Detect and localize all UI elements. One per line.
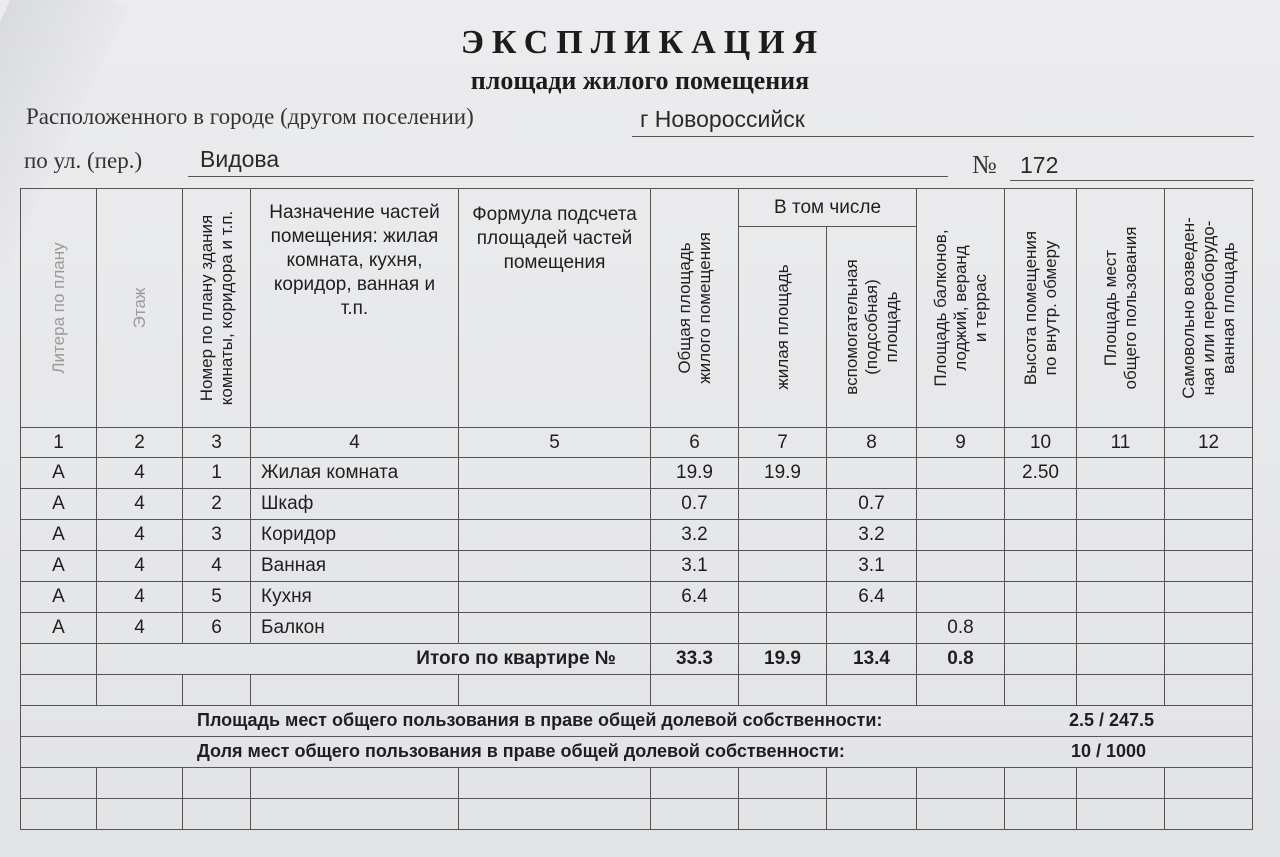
cell-balcony: 0.8	[917, 613, 1005, 644]
street-value: Видова	[200, 146, 280, 172]
total-living: 19.9	[739, 644, 827, 675]
cell-total: 0.7	[651, 489, 739, 520]
header-common-area-text	[1101, 227, 1141, 390]
cell-name: Кухня	[251, 582, 459, 613]
cell-height	[1005, 520, 1077, 551]
header-unauthorized-text	[1179, 217, 1239, 399]
cell-common	[1077, 582, 1165, 613]
cell-name: Балкон	[251, 613, 459, 644]
cell-formula	[459, 582, 651, 613]
explication-table	[20, 188, 1253, 830]
cell-balcony	[917, 582, 1005, 613]
header-room-number-text	[197, 211, 237, 406]
colnum-2: 2	[97, 428, 183, 458]
header-common-line1: Площадь мест	[1100, 249, 1120, 367]
table-row	[21, 489, 1253, 520]
header-balcony-line2: лоджий, веранд	[950, 245, 970, 371]
header-room-number-line1: Номер по плану здания	[196, 214, 216, 402]
header-common-line2: общего пользования	[1120, 226, 1140, 390]
cell-num: 1	[183, 458, 251, 489]
cell-living	[739, 489, 827, 520]
colnum-5: 5	[459, 428, 651, 458]
header-balcony-line3: и террас	[970, 273, 990, 343]
cell-num: 4	[183, 551, 251, 582]
blank-row	[21, 799, 1253, 830]
location-label: Расположенного в городе (другом поселении)	[26, 104, 474, 129]
total-balcony: 0.8	[917, 644, 1005, 675]
cell-formula	[459, 489, 651, 520]
colnum-7: 7	[739, 428, 827, 458]
header-unauthorized-area	[1165, 189, 1253, 428]
header-aux-line1: вспомогательная	[841, 259, 861, 395]
header-room-number-line2: комнаты, коридора и т.п.	[216, 210, 236, 406]
blank-row	[21, 675, 1253, 706]
colnum-1: 1	[21, 428, 97, 458]
cell-illegal	[1165, 489, 1253, 520]
total-label: Итого по квартире №	[97, 644, 651, 675]
cell-illegal	[1165, 520, 1253, 551]
common-share-row	[21, 737, 1253, 768]
header-total-area	[651, 189, 739, 428]
header-total-area-text	[675, 232, 715, 384]
cell-balcony	[917, 458, 1005, 489]
cell-name: Коридор	[251, 520, 459, 551]
document-subtitle: площади жилого помещения	[470, 66, 810, 95]
cell-total: 19.9	[651, 458, 739, 489]
document-title: ЭКСПЛИКАЦИЯ	[460, 24, 826, 61]
header-including: В том числе	[739, 189, 917, 227]
cell-illegal	[1165, 551, 1253, 582]
header-balcony-line1: Площадь балконов,	[930, 229, 950, 387]
header-living-area-text: жилая площадь	[772, 264, 792, 390]
total-row	[21, 644, 1253, 675]
cell-aux	[827, 613, 917, 644]
common-area-label: Площадь мест общего пользования в праве общей долевой собственности:	[197, 710, 883, 730]
location-value: г Новороссийск	[640, 106, 805, 132]
number-underline	[1010, 180, 1254, 181]
cell-living	[739, 520, 827, 551]
header-aux-area	[827, 227, 917, 428]
cell-floor: 4	[97, 520, 183, 551]
cell-formula	[459, 551, 651, 582]
header-height-line2: по внутр. обмеру	[1040, 240, 1060, 376]
colnum-12: 12	[1165, 428, 1253, 458]
cell-illegal	[1165, 458, 1253, 489]
header-aux-area-text	[842, 259, 902, 394]
header-formula: Формула подсчета площадей частей помещения	[459, 189, 651, 428]
header-row-top	[21, 189, 1253, 227]
cell-floor: 4	[97, 458, 183, 489]
common-share-label: Доля мест общего пользования в праве общей долевой собственности:	[197, 741, 845, 761]
header-litera-text: Литера по плану	[48, 242, 68, 374]
colnum-10: 10	[1005, 428, 1077, 458]
cell-name: Ванная	[251, 551, 459, 582]
blank-row	[21, 768, 1253, 799]
header-aux-line3: площадь	[881, 291, 901, 363]
table-row	[21, 582, 1253, 613]
header-room-number	[183, 189, 251, 428]
table-row	[21, 458, 1253, 489]
colnum-8: 8	[827, 428, 917, 458]
cell-floor: 4	[97, 613, 183, 644]
header-living-area	[739, 227, 827, 428]
cell-floor: 4	[97, 582, 183, 613]
cell-balcony	[917, 551, 1005, 582]
cell-aux	[827, 458, 917, 489]
cell-litera: А	[21, 489, 97, 520]
total-empty-1	[21, 644, 97, 675]
cell-aux: 6.4	[827, 582, 917, 613]
header-purpose: Назначение частей помещения: жилая комната, кухня, коридор, ванная и т.п.	[251, 189, 459, 428]
cell-litera: А	[21, 458, 97, 489]
cell-total: 3.1	[651, 551, 739, 582]
cell-floor: 4	[97, 489, 183, 520]
total-empty-10	[1005, 644, 1077, 675]
cell-name: Шкаф	[251, 489, 459, 520]
header-total-area-line2: жилого помещения	[694, 232, 714, 384]
table-row	[21, 520, 1253, 551]
cell-balcony	[917, 520, 1005, 551]
cell-common	[1077, 613, 1165, 644]
table-row	[21, 613, 1253, 644]
header-balcony-area-text	[931, 229, 991, 386]
cell-living	[739, 551, 827, 582]
cell-height	[1005, 613, 1077, 644]
cell-floor: 4	[97, 551, 183, 582]
header-height	[1005, 189, 1077, 428]
cell-height: 2.50	[1005, 458, 1077, 489]
common-share-value: 10 / 1000	[1071, 741, 1147, 761]
header-floor	[97, 189, 183, 428]
cell-common	[1077, 458, 1165, 489]
cell-litera: А	[21, 551, 97, 582]
cell-living	[739, 582, 827, 613]
cell-common	[1077, 520, 1165, 551]
cell-total	[651, 613, 739, 644]
colnum-6: 6	[651, 428, 739, 458]
total-area: 33.3	[651, 644, 739, 675]
header-litera	[21, 189, 97, 428]
cell-balcony	[917, 489, 1005, 520]
header-unauth-line1: Самовольно возведен-	[1178, 217, 1198, 399]
number-label: №	[972, 150, 997, 179]
header-floor-text: Этаж	[129, 287, 149, 329]
colnum-9: 9	[917, 428, 1005, 458]
street-underline	[188, 176, 948, 177]
cell-total: 3.2	[651, 520, 739, 551]
cell-height	[1005, 551, 1077, 582]
cell-litera: А	[21, 520, 97, 551]
cell-litera: А	[21, 582, 97, 613]
header-height-text	[1021, 231, 1061, 385]
cell-formula	[459, 458, 651, 489]
street-label: по ул. (пер.)	[24, 148, 143, 173]
table-row	[21, 551, 1253, 582]
location-underline	[632, 136, 1254, 137]
colnum-11: 11	[1077, 428, 1165, 458]
common-area-value: 2.5 / 247.5	[1069, 710, 1155, 730]
total-empty-11	[1077, 644, 1165, 675]
header-unauth-line2: ная или переоборудо-	[1198, 220, 1218, 396]
cell-aux: 3.1	[827, 551, 917, 582]
header-aux-line2: (подсобная)	[861, 279, 881, 375]
number-value: 172	[1020, 152, 1059, 178]
total-empty-12	[1165, 644, 1253, 675]
cell-litera: А	[21, 613, 97, 644]
colnum-4: 4	[251, 428, 459, 458]
cell-num: 5	[183, 582, 251, 613]
cell-aux: 3.2	[827, 520, 917, 551]
cell-name: Жилая комната	[251, 458, 459, 489]
header-total-area-line1: Общая площадь	[674, 242, 694, 374]
cell-common	[1077, 489, 1165, 520]
colnum-3: 3	[183, 428, 251, 458]
cell-num: 6	[183, 613, 251, 644]
cell-height	[1005, 489, 1077, 520]
cell-num: 2	[183, 489, 251, 520]
header-balcony-area	[917, 189, 1005, 428]
header-unauth-line3: ванная площадь	[1218, 242, 1238, 374]
cell-aux: 0.7	[827, 489, 917, 520]
common-share-cell	[21, 737, 1253, 768]
header-common-area	[1077, 189, 1165, 428]
header-height-line1: Высота помещения	[1020, 230, 1040, 386]
cell-height	[1005, 582, 1077, 613]
column-number-row	[21, 428, 1253, 458]
cell-formula	[459, 613, 651, 644]
cell-formula	[459, 520, 651, 551]
common-area-cell	[21, 706, 1253, 737]
cell-total: 6.4	[651, 582, 739, 613]
common-area-row	[21, 706, 1253, 737]
cell-living	[739, 613, 827, 644]
cell-illegal	[1165, 613, 1253, 644]
cell-living: 19.9	[739, 458, 827, 489]
cell-num: 3	[183, 520, 251, 551]
cell-common	[1077, 551, 1165, 582]
total-aux: 13.4	[827, 644, 917, 675]
cell-illegal	[1165, 582, 1253, 613]
